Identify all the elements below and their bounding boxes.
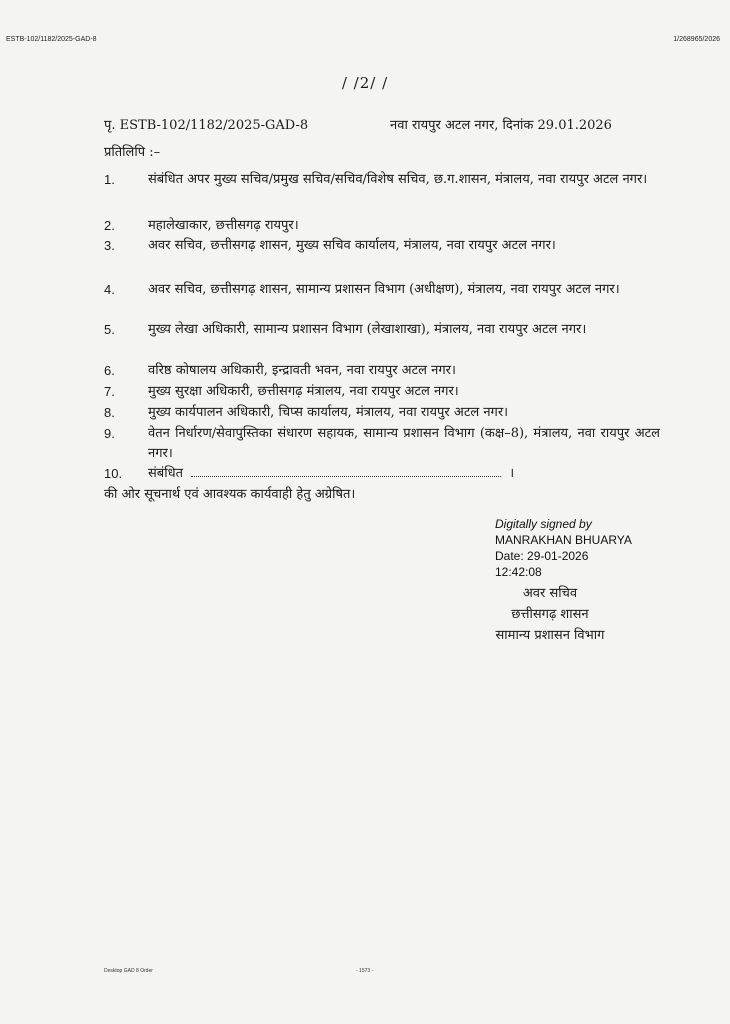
item-text: वरिष्ठ कोषालय अधिकारी, इन्द्रावती भवन, नवा रायपुर अटल नगर। <box>148 363 456 378</box>
page-number: / /2/ / <box>341 74 389 92</box>
header-left-reference: ESTB-102/1182/2025-GAD-8 <box>6 36 97 43</box>
item-text: मुख्य लेखा अधिकारी, सामान्य प्रशासन विभाग (लेखाशाखा), मंत्रालय, नवा रायपुर अटल नगर। <box>148 322 587 337</box>
list-item <box>104 216 660 236</box>
header-right-reference: 1/268965/2026 <box>673 36 720 43</box>
item-text: वेतन निर्धारण/सेवापुस्तिका संधारण सहायक, सामान्य प्रशासन विभाग (कक्ष–8), मंत्रालय, नवा रायपुर अटल नगर। <box>148 426 660 461</box>
footer-left: Desktop GAD 8 Order <box>104 968 153 974</box>
item-number: 3. <box>104 238 115 253</box>
footer-center: - 1573 - <box>356 968 374 974</box>
item-number: 5. <box>104 322 115 337</box>
item-text: मुख्य सुरक्षा अधिकारी, छत्तीसगढ़ मंत्रालय, नवा रायपुर अटल नगर। <box>148 384 459 399</box>
designation-line-1: अवर सचिव <box>522 586 578 601</box>
copy-label: प्रतिलिपि :– <box>104 145 161 160</box>
list-item <box>104 464 660 484</box>
item-number: 2. <box>104 218 115 233</box>
item-text: अवर सचिव, छत्तीसगढ़ शासन, सामान्य प्रशासन विभाग (अधीक्षण), मंत्रालय, नवा रायपुर अटल नगर। <box>148 282 620 297</box>
item-text: महालेखाकार, छत्तीसगढ़ रायपुर। <box>148 218 299 233</box>
signer-name: MANRAKHAN BHUARYA <box>495 533 632 547</box>
signature-time: 12:42:08 <box>495 565 542 579</box>
item-number: 1. <box>104 172 115 187</box>
item-end-mark: । <box>509 466 515 481</box>
list-item <box>104 236 660 256</box>
list-item <box>104 424 660 464</box>
signature-line-1: Digitally signed by <box>495 517 592 531</box>
place-and-date: नवा रायपुर अटल नगर, दिनांक 29.01.2026 <box>390 118 612 133</box>
forwarding-note: की ओर सूचनार्थ एवं आवश्यक कार्यवाही हेतु अग्रेषित। <box>104 487 356 502</box>
item-number: 7. <box>104 384 115 399</box>
list-item <box>104 280 660 300</box>
item-number: 10. <box>104 466 123 481</box>
item-text-line <box>148 464 660 484</box>
signature-date: Date: 29-01-2026 <box>495 549 589 563</box>
designation-line-2: छत्तीसगढ़ शासन <box>511 607 589 622</box>
list-item <box>104 170 660 190</box>
item-number: 9. <box>104 426 115 441</box>
list-item <box>104 403 660 423</box>
digital-signature <box>495 516 632 580</box>
item-text: संबंधित अपर मुख्य सचिव/प्रमुख सचिव/सचिव/विशेष सचिव, छ.ग.शासन, मंत्रालय, नवा रायपुर अटल नगर। <box>148 172 648 187</box>
designation-line-3: सामान्य प्रशासन विभाग <box>495 628 605 643</box>
list-item <box>104 320 660 340</box>
list-item <box>104 361 660 381</box>
item-number: 4. <box>104 282 115 297</box>
item-number: 8. <box>104 405 115 420</box>
item-text: अवर सचिव, छत्तीसगढ़ शासन, मुख्य सचिव कार्यालय, मंत्रालय, नवा रायपुर अटल नगर। <box>148 238 556 253</box>
list-item <box>104 382 660 402</box>
item-number: 6. <box>104 363 115 378</box>
item-text: मुख्य कार्यपालन अधिकारी, चिप्स कार्यालय, मंत्रालय, नवा रायपुर अटल नगर। <box>148 405 509 420</box>
blank-line <box>191 464 501 477</box>
reference-number: पृ. ESTB-102/1182/2025-GAD-8 <box>104 118 309 133</box>
item-text: संबंधित <box>148 466 183 481</box>
